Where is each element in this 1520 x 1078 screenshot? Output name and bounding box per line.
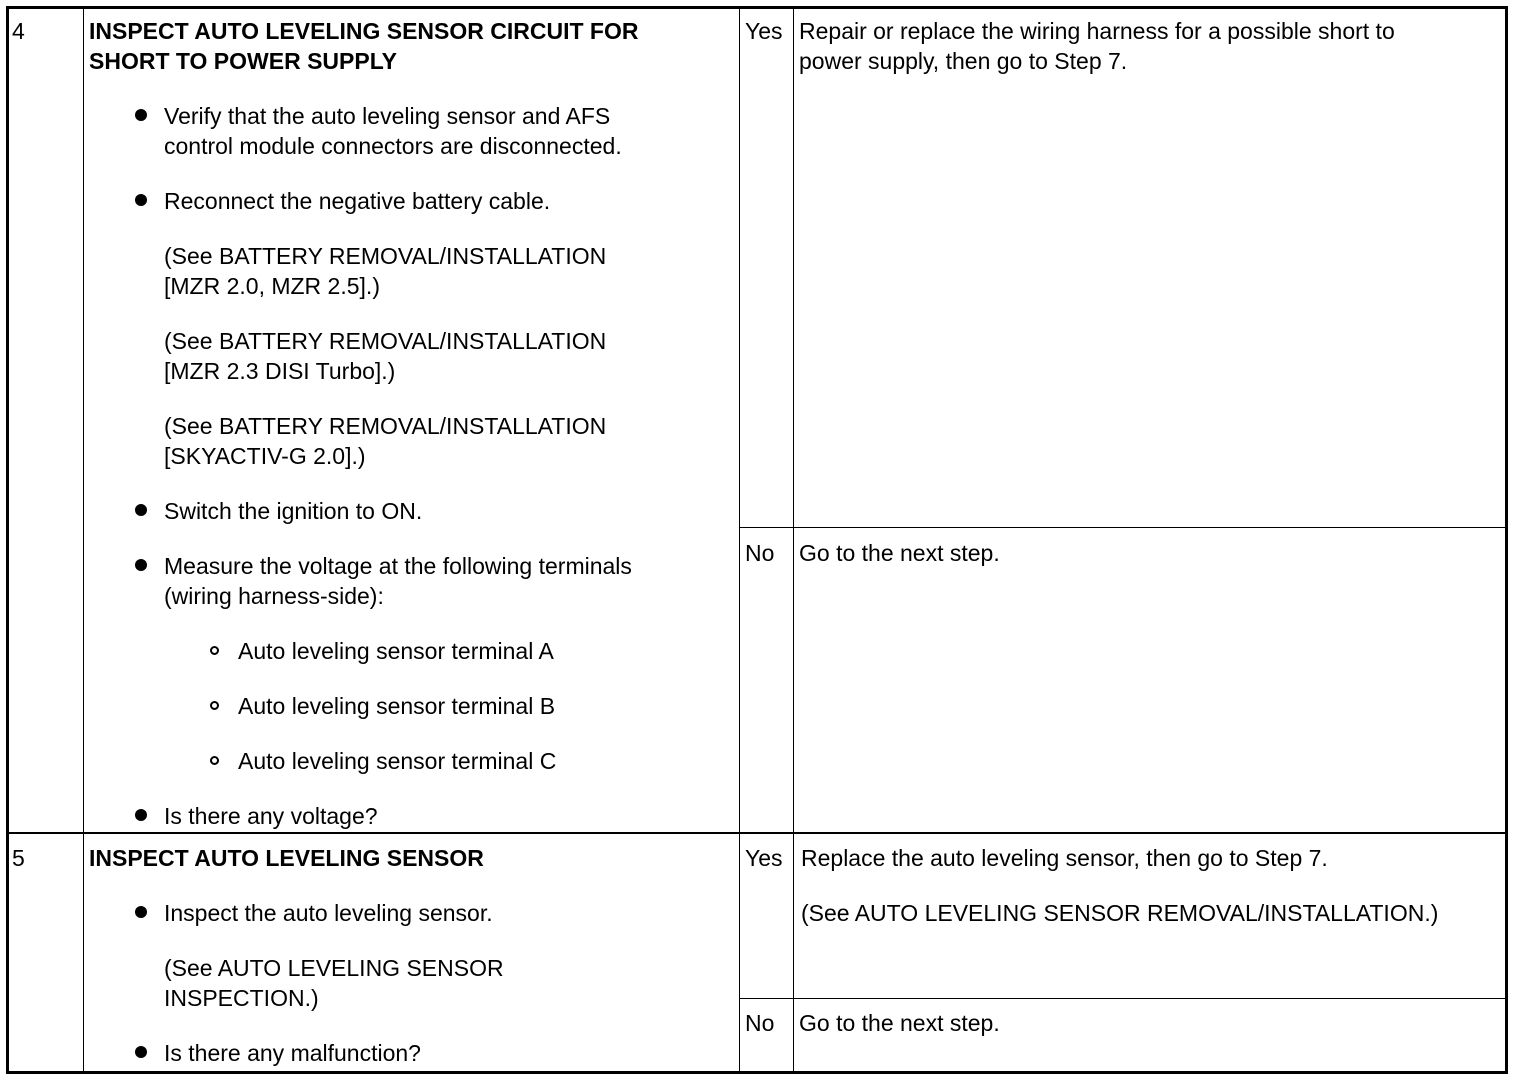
instruction-text: (wiring harness-side): [164,583,384,609]
instruction-text: Verify that the auto leveling sensor and AFS [164,103,611,129]
sub-bullet-icon [210,756,219,765]
reference-link[interactable]: (See BATTERY REMOVAL/INSTALLATION [164,243,607,269]
row-divider [9,832,1505,834]
reference-link[interactable]: [MZR 2.0, MZR 2.5].) [164,273,380,299]
instruction-text: Switch the ignition to ON. [164,498,423,524]
bullet-icon [135,504,147,516]
reference-link[interactable]: [MZR 2.3 DISI Turbo].) [164,358,396,384]
sub-bullet-icon [210,646,219,655]
reference-link[interactable]: [SKYACTIV-G 2.0].) [164,443,366,469]
step-number: 5 [12,845,25,871]
bullet-icon [135,194,147,206]
instruction-text: control module connectors are disconnected. [164,133,622,159]
reference-link[interactable]: (See BATTERY REMOVAL/INSTALLATION [164,328,607,354]
bullet-icon [135,109,147,121]
terminal-item: Auto leveling sensor terminal A [238,638,554,664]
terminal-item: Auto leveling sensor terminal C [238,748,557,774]
step-title: SHORT TO POWER SUPPLY [89,48,397,74]
yes-action: power supply, then go to Step 7. [799,48,1128,74]
yes-action: Replace the auto leveling sensor, then go to Step 7. [801,845,1328,871]
yes-action: Repair or replace the wiring harness for a possible short to [799,18,1395,44]
sub-bullet-icon [210,701,219,710]
no-label: No [745,1010,775,1036]
step-title: INSPECT AUTO LEVELING SENSOR [89,845,484,871]
step-title: INSPECT AUTO LEVELING SENSOR CIRCUIT FOR [89,18,639,44]
column-divider [739,9,740,1071]
instruction-text: Measure the voltage at the following terminals [164,553,632,579]
bullet-icon [135,906,147,918]
column-divider [793,9,794,1071]
column-divider [83,9,84,1071]
no-label: No [745,540,775,566]
yes-label: Yes [745,18,783,44]
bullet-icon [135,1046,147,1058]
instruction-text: Inspect the auto leveling sensor. [164,900,493,926]
reference-link[interactable]: (See BATTERY REMOVAL/INSTALLATION [164,413,607,439]
bullet-icon [135,809,147,821]
reference-link[interactable]: INSPECTION.) [164,985,319,1011]
yes-no-divider [739,527,1505,528]
yes-label: Yes [745,845,783,871]
no-action: Go to the next step. [799,540,1000,566]
question-text: Is there any voltage? [164,803,378,829]
question-text: Is there any malfunction? [164,1040,421,1066]
no-action: Go to the next step. [799,1010,1000,1036]
reference-link[interactable]: (See AUTO LEVELING SENSOR [164,955,504,981]
diagnostic-table [6,6,1508,1074]
instruction-text: Reconnect the negative battery cable. [164,188,551,214]
bullet-icon [135,559,147,571]
reference-link[interactable]: (See AUTO LEVELING SENSOR REMOVAL/INSTALLATION.) [801,900,1439,926]
terminal-item: Auto leveling sensor terminal B [238,693,556,719]
step-number: 4 [12,18,25,44]
yes-no-divider [739,998,1505,999]
